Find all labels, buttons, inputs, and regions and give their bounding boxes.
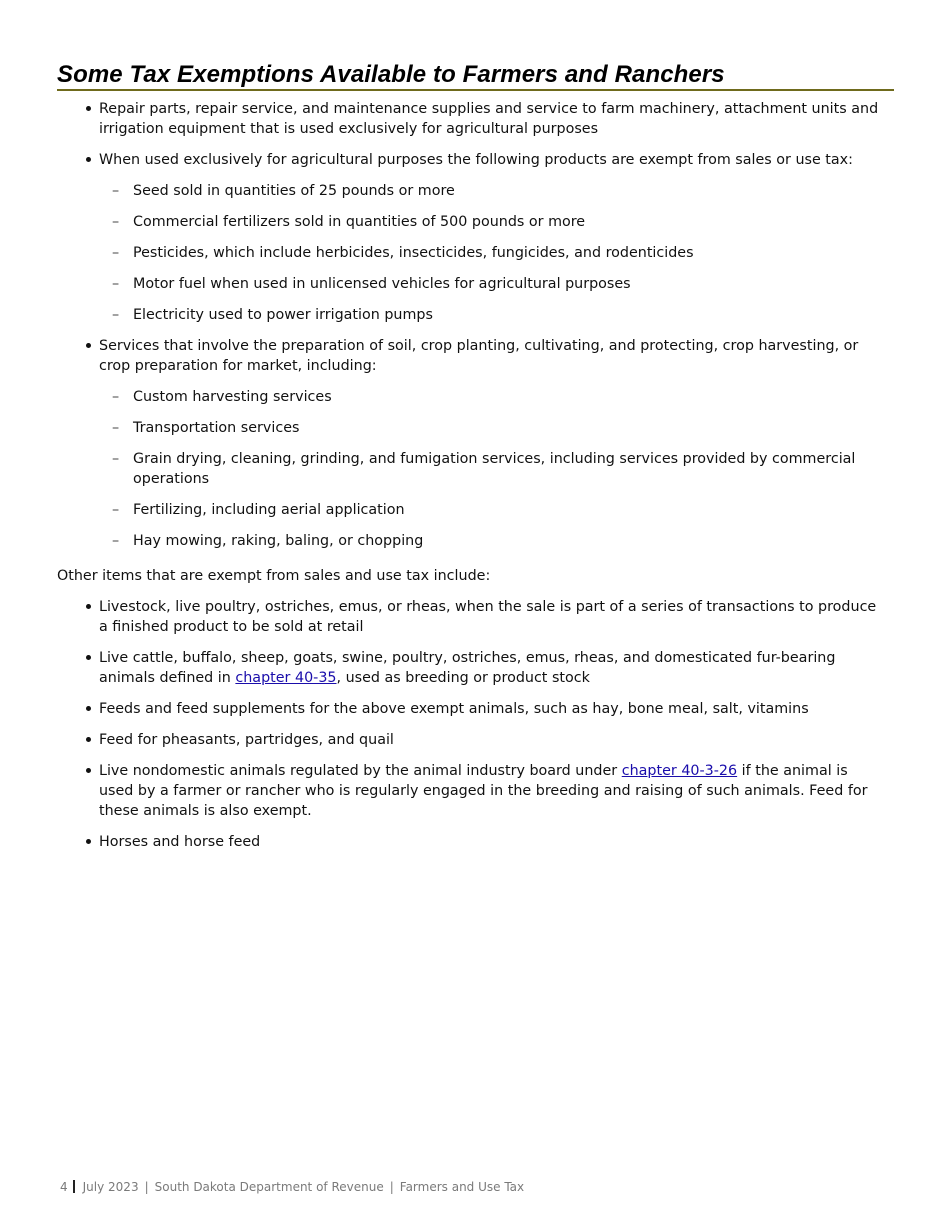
sub-list-item — [85, 212, 885, 232]
bullet-icon — [86, 706, 91, 711]
footer-divider — [73, 1180, 75, 1193]
bullet-icon — [86, 604, 91, 609]
sub-list-item — [85, 449, 885, 489]
sub-list-item — [85, 243, 885, 263]
list-item-text: Feeds and feed supplements for the above exempt animals, such as hay, bone meal, salt, vitamins — [99, 701, 809, 717]
footer-department: South Dakota Department of Revenue — [154, 1180, 384, 1194]
sub-list-item — [85, 274, 885, 294]
dash-icon: – — [112, 451, 120, 467]
bullet-icon — [86, 343, 91, 348]
list-item — [85, 761, 885, 821]
list-item — [85, 99, 885, 139]
chapter-40-35-link[interactable]: chapter 40-35 — [235, 670, 337, 686]
exemptions-list — [85, 99, 885, 551]
list-item-text: Livestock, live poultry, ostriches, emus, or rheas, when the sale is part of a series of transactions to produce a finished product to be sold at retail — [99, 599, 877, 635]
bullet-icon — [86, 106, 91, 111]
bullet-icon — [86, 655, 91, 660]
page-title: Some Tax Exemptions Available to Farmers and Ranchers — [57, 61, 725, 88]
dash-icon: – — [112, 502, 120, 518]
list-item-text: Feed for pheasants, partridges, and quail — [99, 732, 394, 748]
bullet-icon — [86, 768, 91, 773]
list-item — [85, 730, 885, 750]
dash-icon: – — [112, 533, 120, 549]
list-item-text: Services that involve the preparation of soil, crop planting, cultivating, and protecting, crop harvesting, or crop preparation for market, including: — [99, 338, 859, 374]
list-item — [85, 597, 885, 637]
list-item — [85, 699, 885, 719]
sub-list-item-text: Custom harvesting services — [133, 389, 332, 405]
bullet-icon — [86, 737, 91, 742]
dash-icon: – — [112, 307, 120, 323]
list-item-text-start: Live cattle, buffalo, sheep, goats, swine, poultry, ostriches, emus, rheas, and domesticated fur-bearing animals defined in — [99, 650, 836, 686]
sub-list-item — [85, 181, 885, 201]
sub-list-item — [85, 500, 885, 520]
bullet-icon — [86, 839, 91, 844]
sub-list — [85, 181, 885, 325]
sub-list-item — [85, 531, 885, 551]
other-exemptions-list — [85, 597, 885, 852]
list-item — [85, 832, 885, 852]
footer-separator: | — [389, 1180, 394, 1194]
dash-icon: – — [112, 276, 120, 292]
sub-list-item-text: Seed sold in quantities of 25 pounds or more — [133, 183, 455, 199]
sub-list-item-text: Fertilizing, including aerial application — [133, 502, 405, 518]
dash-icon: – — [112, 214, 120, 230]
sub-list-item-text: Electricity used to power irrigation pumps — [133, 307, 433, 323]
page-footer — [60, 1179, 524, 1195]
dash-icon: – — [112, 245, 120, 261]
dash-icon: – — [112, 389, 120, 405]
footer-date: July 2023 — [82, 1180, 139, 1194]
sub-list-item-text: Grain drying, cleaning, grinding, and fumigation services, including services provided by commercial operations — [133, 451, 856, 487]
title-underline — [57, 89, 894, 91]
footer-separator: | — [144, 1180, 149, 1194]
list-item-text-end: if the animal is used by a farmer or rancher who is regularly engaged in the breeding and raising of such animals. Feed for these animals is also exempt. — [99, 763, 868, 819]
sub-list-item-text: Transportation services — [133, 420, 300, 436]
list-item-text: Horses and horse feed — [99, 834, 261, 850]
list-item — [85, 648, 885, 688]
chapter-40-3-26-link[interactable]: chapter 40-3-26 — [621, 763, 738, 779]
list-item-text: Repair parts, repair service, and maintenance supplies and service to farm machinery, attachment units and irrigation equipment that is used exclusively for agricultural purposes — [99, 101, 879, 137]
footer-publication: Farmers and Use Tax — [399, 1180, 525, 1194]
sub-list-item-text: Hay mowing, raking, baling, or chopping — [133, 533, 424, 549]
bullet-icon — [86, 157, 91, 162]
sub-list-item — [85, 418, 885, 438]
list-item-text-start: Live nondomestic animals regulated by the animal industry board under — [99, 763, 622, 779]
list-item-text: When used exclusively for agricultural purposes the following products are exempt from sales or use tax: — [99, 152, 853, 168]
sub-list-item-text: Pesticides, which include herbicides, insecticides, fungicides, and rodenticides — [133, 245, 694, 261]
sub-list-item — [85, 387, 885, 407]
list-item — [85, 150, 885, 170]
dash-icon: – — [112, 420, 120, 436]
dash-icon: – — [112, 183, 120, 199]
sub-list-item-text: Commercial fertilizers sold in quantities of 500 pounds or more — [133, 214, 586, 230]
sub-list — [85, 387, 885, 551]
sub-list-item-text: Motor fuel when used in unlicensed vehicles for agricultural purposes — [133, 276, 631, 292]
sub-list-item — [85, 305, 885, 325]
list-item-text-end: , used as breeding or product stock — [336, 670, 590, 686]
other-items-intro: Other items that are exempt from sales and use tax include: — [57, 568, 491, 584]
page-number: 4 — [60, 1180, 68, 1194]
list-item — [85, 336, 885, 376]
